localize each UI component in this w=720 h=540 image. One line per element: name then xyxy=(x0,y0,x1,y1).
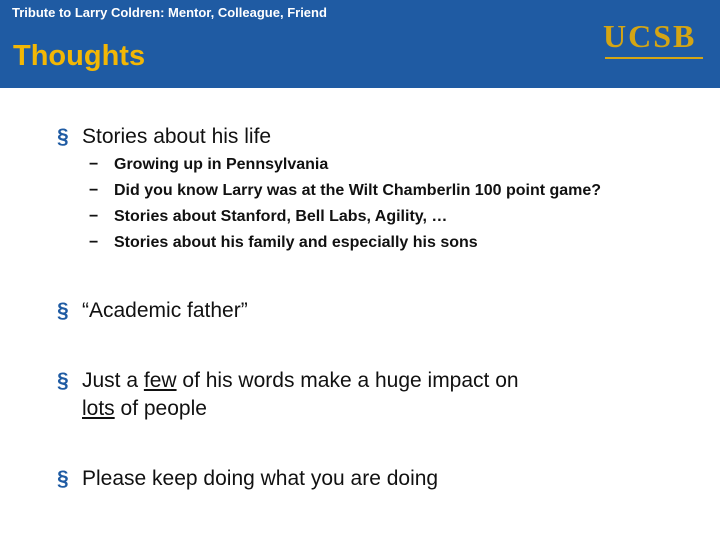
dash-marker: − xyxy=(89,182,99,199)
bullet-academic-father: “Academic father” xyxy=(82,299,248,322)
bullet-text-part: of people xyxy=(114,397,207,420)
bullet-marker: § xyxy=(57,467,69,490)
slide-subtitle: Tribute to Larry Coldren: Mentor, Colleague, Friend xyxy=(12,5,327,20)
subitem-stanford: Stories about Stanford, Bell Labs, Agility, … xyxy=(114,208,448,225)
slide-title: Thoughts xyxy=(13,40,146,72)
bullet-marker: § xyxy=(57,369,69,392)
subitem-family: Stories about his family and especially his sons xyxy=(114,234,478,251)
underlined-few: few xyxy=(143,369,177,392)
subitem-growing-up: Growing up in Pennsylvania xyxy=(114,156,329,173)
slide-header xyxy=(0,0,720,88)
dash-marker: − xyxy=(89,234,99,251)
bullet-marker: § xyxy=(57,299,69,322)
bullet-few-words xyxy=(82,367,519,423)
underlined-lots: lots xyxy=(82,397,115,420)
bullet-keep-doing: Please keep doing what you are doing xyxy=(82,467,439,490)
bullet-text-part: of his words make a huge impact on xyxy=(176,369,519,392)
dash-marker: − xyxy=(89,208,99,225)
bullet-stories-about-life: Stories about his life xyxy=(82,125,272,148)
dash-marker: − xyxy=(89,156,99,173)
subitem-wilt-chamberlin: Did you know Larry was at the Wilt Chamberlin 100 point game? xyxy=(114,182,602,199)
logo-underline xyxy=(605,57,703,59)
ucsb-logo: UCSB xyxy=(603,18,697,54)
bullet-text-part: Just a xyxy=(82,369,144,392)
bullet-marker: § xyxy=(57,125,69,148)
